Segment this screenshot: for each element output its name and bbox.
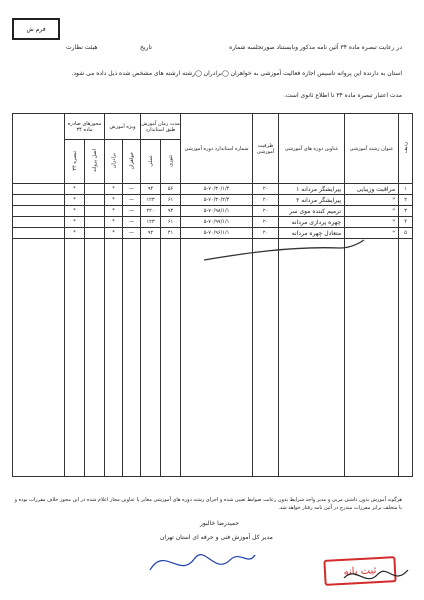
intro-text: در رعایت تبصره ماده ۳۴ آئین نامه مذکور وبابستناد صورتجلسه شماره — [229, 44, 402, 51]
empty-cell — [13, 195, 65, 206]
note34-cell: * — [65, 228, 85, 239]
note34-cell: * — [65, 206, 85, 217]
header-note34: تبصره ۳۴ — [65, 140, 85, 184]
row-number: ۲ — [399, 195, 413, 206]
header-empty — [13, 114, 65, 184]
validity-text: مدت اعتبار تبصره ماده ۳۴ تا اطلاع ثانوی است. — [284, 92, 402, 99]
field-cell: " — [345, 217, 399, 228]
row-number: ۵ — [399, 228, 413, 239]
capacity-cell: ۲۰ — [253, 195, 279, 206]
board-label: هیئت نظارت — [66, 44, 98, 51]
sisters-cell: — — [123, 206, 141, 217]
header-theory: تئوری — [161, 140, 181, 184]
standard-cell: ۵-۷۰/۹۶/۱/۱ — [181, 228, 253, 239]
brothers-cell: * — [105, 195, 123, 206]
empty-cell — [13, 206, 65, 217]
original-cell — [85, 195, 105, 206]
header-row-number: ردیف — [399, 114, 413, 184]
theory-cell: ۹۴ — [161, 206, 181, 217]
form-label: فرم ش — [26, 25, 46, 33]
header-course: عناوین دوره های آموزشی — [279, 114, 345, 184]
practical-cell: ۹۲ — [141, 228, 161, 239]
header-capacity: ظرفیت آموزشی — [253, 114, 279, 184]
practical-cell: ۹۴ — [141, 184, 161, 195]
date-label: تاریخ — [140, 44, 152, 51]
sisters-cell: — — [123, 184, 141, 195]
signer-name: حمیدرضا خالبور — [200, 520, 240, 527]
row-number: ۳ — [399, 206, 413, 217]
brothers-cell: * — [105, 206, 123, 217]
field-cell: " — [345, 195, 399, 206]
cancel-line — [200, 236, 370, 266]
header-field: عنوان رشته آموزشی — [345, 114, 399, 184]
course-cell: ترمیم کننده موی سر — [279, 206, 345, 217]
signer-title: مدیر کل آموزش فنی و حرفه ای استان تهران — [160, 534, 273, 541]
header-standard: شماره استاندارد دوره آموزشی — [181, 114, 253, 184]
blank-area — [13, 239, 413, 477]
table-row — [13, 206, 413, 217]
field-cell: مراقبت وزیبایی — [345, 184, 399, 195]
capacity-cell: ۲۰ — [253, 217, 279, 228]
note34-cell: * — [65, 217, 85, 228]
standard-cell: ۵-۷۰/۹۷/۱/۱ — [181, 217, 253, 228]
practical-cell: ۱۲۳ — [141, 195, 161, 206]
header-sisters: خواهران — [123, 140, 141, 184]
sisters-cell: — — [123, 195, 141, 206]
standard-cell: ۵-۷۰/۹۸/۱/۱ — [181, 206, 253, 217]
permission-text: استان به دارنده این پروانه تاسیس اجازه فعالیت آموزشی به خواهران ◯برادران ◯رشته ارشته های مشخص شده ذیل داده می شود. — [71, 70, 402, 77]
form-number-box — [12, 18, 60, 40]
course-cell: چهره پردازی مردانه — [279, 217, 345, 228]
signature-2 — [336, 560, 416, 590]
theory-cell: ۶۱ — [161, 195, 181, 206]
course-cell: پیرایشگر مردانه ۲ — [279, 195, 345, 206]
original-cell — [85, 184, 105, 195]
capacity-cell: ۲۰ — [253, 184, 279, 195]
capacity-cell: ۲۰ — [253, 206, 279, 217]
table-row — [13, 195, 413, 206]
original-cell — [85, 206, 105, 217]
row-number: ۱ — [399, 184, 413, 195]
empty-cell — [13, 217, 65, 228]
original-cell — [85, 217, 105, 228]
capacity-cell: ۲۰ — [253, 228, 279, 239]
field-cell: " — [345, 228, 399, 239]
brothers-cell: * — [105, 228, 123, 239]
header-original: اصل پروانه — [85, 140, 105, 184]
header-permits: مجوزهای صادره ماده ۳۴ — [65, 114, 105, 140]
field-cell: " — [345, 206, 399, 217]
stamp: ثبت یانه — [323, 556, 396, 586]
courses-table — [12, 113, 413, 477]
theory-cell: ۶۱ — [161, 217, 181, 228]
course-cell: متعادل چهره مردانه — [279, 228, 345, 239]
header-gender: ویژه آموزش — [105, 114, 141, 140]
note34-cell: * — [65, 184, 85, 195]
standard-cell: ۵-۷۰/۳۰/۲/۴ — [181, 195, 253, 206]
table-row — [13, 217, 413, 228]
sisters-cell: — — [123, 217, 141, 228]
row-number: ۴ — [399, 217, 413, 228]
header-duration: مدت زمان آموزش طبق استاندارد — [141, 114, 181, 140]
empty-cell — [13, 184, 65, 195]
sisters-cell: — — [123, 228, 141, 239]
theory-cell: ۴۱ — [161, 228, 181, 239]
signature — [140, 540, 260, 585]
practical-cell: ۲۲۰ — [141, 206, 161, 217]
practical-cell: ۱۲۳ — [141, 217, 161, 228]
brothers-cell: * — [105, 184, 123, 195]
brothers-cell: * — [105, 217, 123, 228]
footer-note: هرگونه آموزش بدون داشتن مربی و مدیر واجد شرایط بدون رعایت ضوابط تعیین شده و اجرای رشته دوره های آموزشی مغایر با عناوین مجاز اعلام شده در این مجوز خلاف مقررات بوده و با متخلف برابر مقررات مندرج در آئین نامه رفتار خواهد شد. — [14, 497, 402, 511]
theory-cell: ۵۶ — [161, 184, 181, 195]
table-row — [13, 184, 413, 195]
empty-cell — [13, 228, 65, 239]
note34-cell: * — [65, 195, 85, 206]
standard-cell: ۵-۷۰/۳۰/۱/۴ — [181, 184, 253, 195]
course-cell: پیرایشگر مردانه ۱ — [279, 184, 345, 195]
header-brothers: برادران — [105, 140, 123, 184]
header-practical: عملی — [141, 140, 161, 184]
original-cell — [85, 228, 105, 239]
